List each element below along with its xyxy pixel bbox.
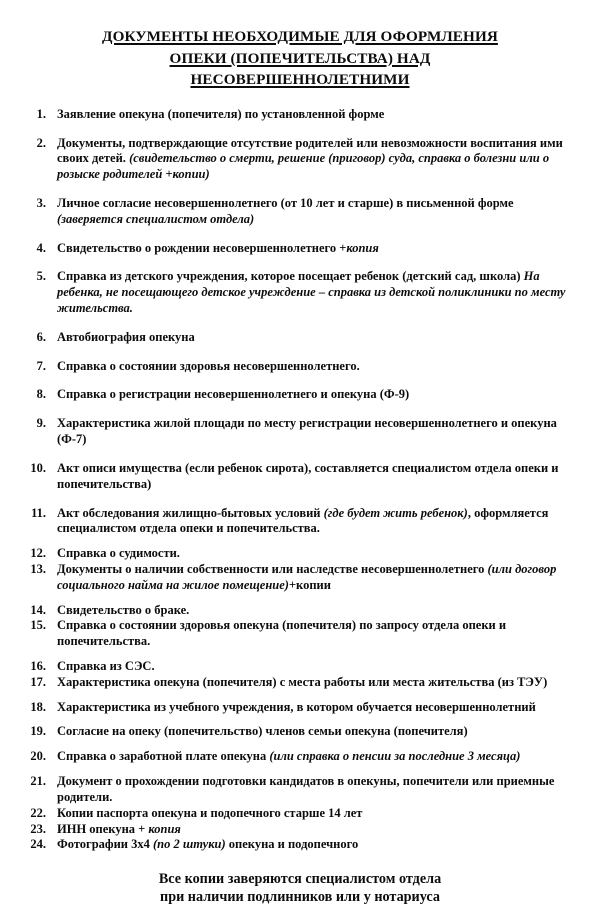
list-item-text (57, 749, 520, 763)
text-run: Документы о наличии собственности или наследстве несовершеннолетнего (57, 561, 488, 576)
list-item-number: 19. (30, 724, 46, 739)
text-run: +копии (288, 577, 331, 592)
list-item-text (57, 546, 180, 560)
list-item (0, 546, 600, 562)
text-run: Копии паспорта опекуна и подопечного старше 14 лет (57, 805, 363, 820)
text-run: опекуна и подопечного (225, 837, 359, 852)
list-item-text (57, 241, 379, 255)
list-item-number: 8. (36, 387, 46, 402)
list-item-text (57, 562, 556, 592)
text-run: Справка о судимости. (57, 546, 180, 561)
list-item-number: 10. (30, 460, 46, 475)
list-item-number: 16. (30, 659, 46, 674)
list-item-text (57, 618, 506, 648)
list-item-number: 18. (30, 699, 46, 714)
list-item-text (57, 822, 181, 836)
text-run: Характеристика жилой площади по месту регистрации несовершеннолетнего и опекуна (Ф-7) (57, 416, 557, 447)
list-item (0, 675, 600, 691)
list-item-text (57, 196, 514, 226)
list-item (0, 136, 600, 183)
list-item (0, 387, 600, 403)
list-item (0, 241, 600, 257)
list-item (0, 461, 600, 493)
text-run: копия (346, 240, 379, 255)
text-run: Справка о заработной плате опекуна (57, 749, 270, 764)
footer-line-2: при наличии подлинников или у нотариуса (160, 889, 440, 906)
list-item-number: 22. (30, 805, 46, 820)
list-item (0, 107, 600, 123)
list-item-text (57, 724, 468, 738)
text-run: Фотографии 3х4 (57, 837, 153, 852)
text-run: , оформляется специалистом отдела опеки и попечительства. (57, 505, 549, 536)
text-run: копия (148, 821, 181, 836)
title-line-1-text: ДОКУМЕНТЫ НЕОБХОДИМЫЕ ДЛЯ ОФОРМЛЕНИЯ (102, 28, 498, 45)
list-item-text (57, 603, 189, 617)
list-item-number: 4. (36, 240, 46, 255)
text-run: Согласие на опеку (попечительство) членов семьи опекуна (попечителя) (57, 724, 468, 739)
text-run: Справка из СЭС. (57, 659, 155, 674)
list-item (0, 837, 600, 853)
list-item (0, 416, 600, 448)
list-item-text (57, 136, 563, 182)
list-item (0, 749, 600, 765)
text-run: (или договор социального найма на жилое помещение) (57, 561, 557, 592)
list-item-text (57, 461, 559, 491)
text-run: (где будет жить ребенок) (323, 505, 468, 520)
list-item-text (57, 387, 409, 401)
title-line-1 (36, 26, 564, 48)
text-run: (по 2 штуки) (152, 837, 226, 852)
list-item-text (57, 107, 384, 121)
list-item (0, 822, 600, 838)
list-item (0, 806, 600, 822)
list-item-text (57, 416, 557, 446)
list-item-text (57, 675, 547, 689)
text-run: Автобиография опекуна (57, 329, 195, 344)
list-item-number: 1. (36, 106, 46, 121)
text-run: Акт обследования жилищно-бытовых условий (57, 505, 324, 520)
title-line-3 (36, 69, 564, 91)
list-item-number: 24. (30, 837, 46, 852)
list-item-text (57, 659, 155, 673)
list-item-number: 17. (30, 674, 46, 689)
text-run: (свидетельство о смерти, решение (приговор) суда, справка о болезни или о розыске родителей +копии) (57, 151, 550, 182)
title-line-2 (36, 48, 564, 70)
list-item-number: 21. (30, 774, 46, 789)
list-item-number: 13. (30, 561, 46, 576)
text-run: Документ о прохождении подготовки кандидатов в опекуны, попечители или приемные родители. (57, 774, 555, 804)
text-run: Личное согласие несовершеннолетнего (от 10 лет и старше) в письменной форме (57, 195, 514, 210)
text-run: (заверяется специалистом отдела) (57, 211, 255, 226)
list-item (0, 774, 600, 806)
list-item (0, 330, 600, 346)
text-run: Свидетельство о рождении несовершеннолетнего + (57, 240, 347, 255)
text-run: Справка о состоянии здоровья несовершеннолетнего. (57, 358, 360, 373)
list-item-number: 14. (30, 602, 46, 617)
requirements-list (0, 107, 600, 853)
text-run: Справка из детского учреждения, которое посещает ребенок (детский сад, школа) (57, 269, 524, 284)
list-item (0, 269, 600, 316)
text-run: Характеристика опекуна (попечителя) с места работы или места жительства (из ТЭУ) (57, 674, 548, 689)
title-line-3-text: НЕСОВЕРШЕННОЛЕТНИМИ (190, 71, 410, 89)
text-run: ИНН опекуна + (57, 821, 149, 836)
list-item-number: 20. (30, 749, 46, 764)
page-title (0, 0, 600, 91)
list-item (0, 724, 600, 740)
list-item-text (57, 269, 565, 315)
list-item-number: 3. (36, 195, 46, 210)
list-item-text (57, 774, 554, 804)
text-run: Заявление опекуна (попечителя) по установленной форме (57, 106, 385, 121)
text-run: Акт описи имущества (если ребенок сирота), составляется специалистом отдела опеки и попечительства) (57, 460, 559, 491)
list-item-number: 9. (36, 416, 46, 431)
text-run: Документы, подтверждающие отсутствие родителей или невозможности воспитания ими своих детей. (57, 135, 563, 166)
list-item-number: 7. (36, 358, 46, 373)
list-item-text (57, 700, 536, 714)
text-run: Справка о состоянии здоровья опекуна (попечителя) по запросу отдела опеки и попечительства. (57, 618, 507, 649)
list-item-number: 2. (36, 135, 46, 150)
list-item-number: 6. (36, 329, 46, 344)
list-item (0, 359, 600, 375)
list-item-number: 23. (30, 821, 46, 836)
list-item-number: 5. (36, 269, 46, 284)
document-footer-note (0, 870, 600, 906)
list-item-text (57, 359, 360, 373)
text-run: (или справка о пенсии за последние 3 месяца) (269, 749, 521, 764)
list-item (0, 562, 600, 594)
list-item-text (57, 330, 195, 344)
list-item-text (57, 806, 362, 820)
list-item (0, 196, 600, 228)
list-item (0, 603, 600, 619)
list-item-text (57, 506, 548, 536)
text-run: Справка о регистрации несовершеннолетнего и опекуна (Ф-9) (57, 387, 410, 402)
footer-line-1: Все копии заверяются специалистом отдела (158, 871, 442, 888)
list-item (0, 618, 600, 650)
list-item-number: 12. (30, 546, 46, 561)
list-item (0, 659, 600, 675)
list-item-number: 15. (30, 618, 46, 633)
list-item-text (57, 837, 358, 851)
text-run: Характеристика из учебного учреждения, в котором обучается несовершеннолетний (57, 699, 536, 714)
text-run: На ребенка, не посещающего детское учреждение – справка из детской поликлиники по месту жительства. (57, 269, 566, 316)
list-item-number: 11. (31, 505, 46, 520)
title-line-2-text: ОПЕКИ (ПОПЕЧИТЕЛЬСТВА) НАД (169, 49, 431, 67)
list-item (0, 700, 600, 716)
text-run: Свидетельство о браке. (57, 602, 190, 617)
list-item (0, 506, 600, 538)
